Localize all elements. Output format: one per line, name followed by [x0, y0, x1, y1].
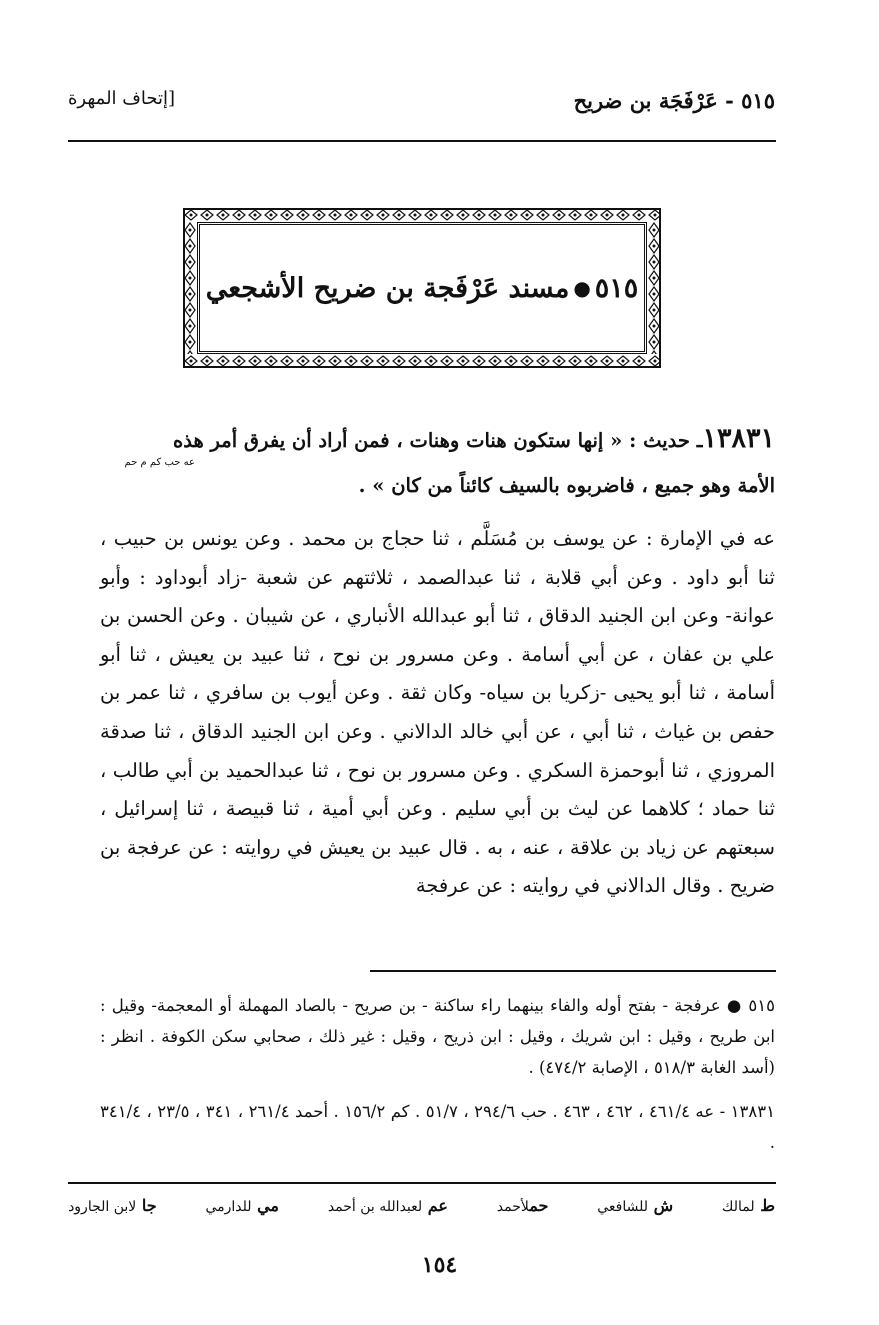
ornament-border-left	[184, 222, 196, 354]
header-rule	[68, 140, 776, 142]
hadith-text-line1: « إنها ستكون هنات وهنات ، فمن أراد أن يفرق أمر هذه	[173, 429, 623, 452]
chapter-banner-frame	[183, 208, 661, 368]
chapter-title: مسند عَرْفَجة بن ضريح الأشجعي	[205, 272, 570, 304]
chapter-number: ٥١٥	[594, 272, 639, 304]
hadith-text-line2: الأمة وهو جميع ، فاضربوه بالسيف كائناً من كان » .	[358, 473, 775, 497]
chapter-banner	[203, 228, 641, 348]
sigla-item: ش للشافعي	[597, 1196, 674, 1215]
sigla-item: ط لمالك	[721, 1196, 775, 1215]
ornament-border-bottom	[183, 355, 661, 367]
hadith-text	[100, 420, 775, 505]
footnote-narrator: ٥١٥ ● عرفجة - بفتح أوله والفاء بينهما راء ساكنة - بن صريح - بالصاد المهملة أو المعجمة- وقيل : ابن طريح ، وقيل : ابن شريك ، وقيل : ابن ذريح ، وقيل : غير ذلك ، صحابي سكن الكوفة . انظر : (أسد الغابة ٥١٨/٣ ، الإصابة ٤٧٤/٢) .	[100, 996, 775, 1077]
footnote-rule	[370, 970, 776, 972]
sigla-item: مي للدارمي	[205, 1196, 279, 1215]
footnote-sources: ١٣٨٣١ - عه ٤٦١/٤ ، ٤٦٢ ، ٤٦٣ . حب ٢٩٤/٦ ، ٥١/٧ . كم ١٥٦/٢ . أحمد ٢٦١/٤ ، ٣٤١ ، ٢٣/٥ ، ٣٤١/٤ .	[100, 1102, 775, 1152]
hadith-number: ١٣٨٣١	[702, 423, 775, 454]
running-header-chapter: ٥١٥ - عَرْفَجَة بن ضريح	[573, 88, 775, 113]
sigla-item: عم لعبدالله بن أحمد	[327, 1196, 448, 1215]
bullet-icon: ●	[573, 276, 591, 300]
ornament-border-right	[648, 222, 660, 354]
isnad-paragraph: عه في الإمارة : عن يوسف بن مُسَلَّم ، ثنا حجاج بن محمد . وعن يونس بن حبيب ، ثنا أبو داود . وعن أبي قلابة ، ثنا عبدالصمد ، ثلاثتهم عن شعبة -زاد أبوداود : وأبو عوانة- وعن ابن الجنيد الدقاق ، ثنا أبو عبدالله الأنباري ، عن شيبان . وعن الحسن بن علي بن عفان ، عن أبي أسامة . وعن مسرور بن نوح ، ثنا عبيد بن يعيش ، ثنا أبو أسامة ، ثنا أبو يحيى -زكريا بن سياه- وكان ثقة . وعن أيوب بن سافري ، ثنا عمر بن حفص بن غياث ، ثنا أبي ، عن أبي خالد الدالاني . وعن ابن الجنيد الدقاق ، ثنا صدقة المروزي ، ثنا أبوحمزة السكري . وعن مسرور بن نوح ، ثنا عبدالحميد بن أبي طالب ، ثنا حماد ؛ كلاهما عن ليث بن أبي سليم . وعن أبي أمية ، ثنا قبيصة ، ثنا إسرائيل ، سبعتهم عن زياد بن علاقة ، عنه ، به . قال عبيد بن يعيش في روايته : عن عرفجة بن ضريح . وقال الدالاني في روايته : عن عرفجة	[100, 527, 775, 898]
running-header-book: [إتحاف المهرة	[68, 88, 176, 109]
page-number: ١٥٤	[421, 1252, 458, 1278]
sigla-rule	[68, 1182, 776, 1184]
ornament-border-top	[183, 209, 661, 221]
sigla-key	[68, 1196, 775, 1215]
hadith-label: ـ حديث :	[629, 429, 703, 452]
sigla-item: جا لابن الجارود	[68, 1196, 157, 1215]
hadith-sigla: عه حب كم م حم	[124, 456, 195, 468]
sigla-item: حملأحمد	[496, 1196, 549, 1215]
